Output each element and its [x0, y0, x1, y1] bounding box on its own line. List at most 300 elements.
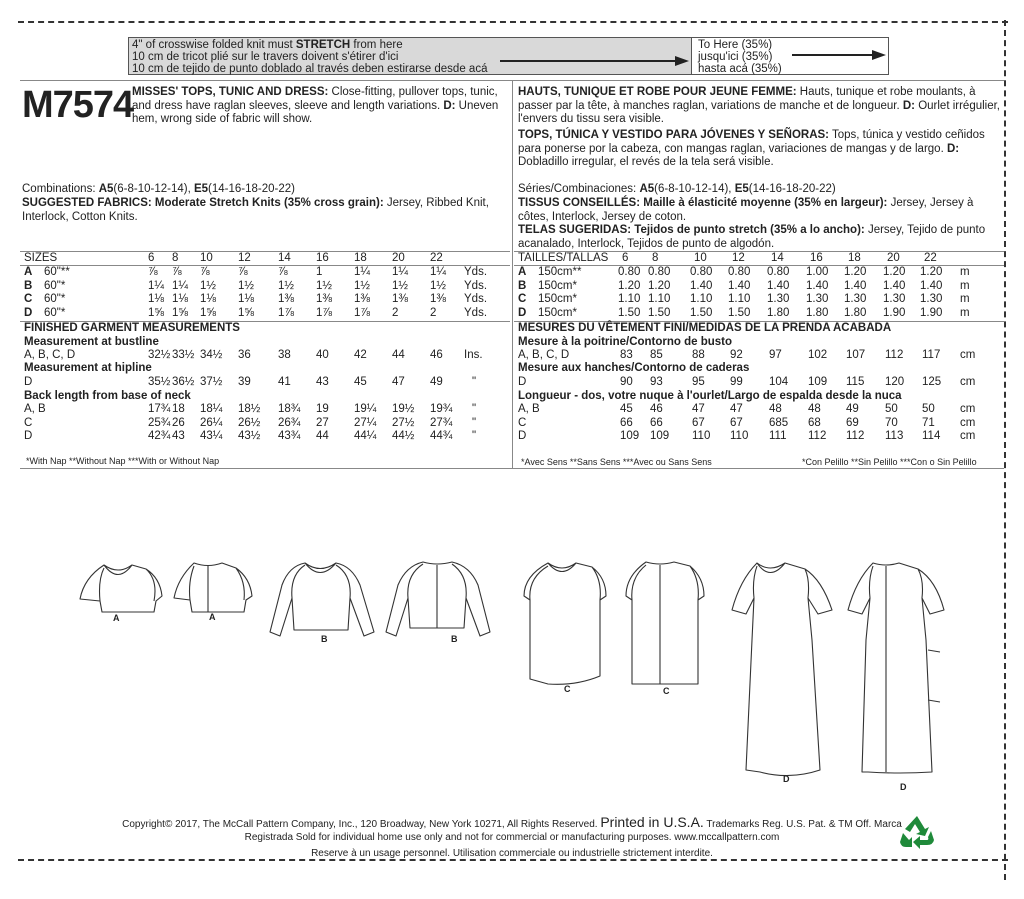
longueur-cell: 113	[885, 430, 904, 442]
longueur-cell: 71	[922, 416, 935, 429]
english-d-label: D:	[443, 99, 456, 112]
french-nap-note: *Avec Sens **Sans Sens ***Avec ou Sans Sens	[521, 457, 712, 467]
longueur-cell: 50	[922, 403, 935, 415]
yardage-width-C: 60"*	[44, 293, 66, 305]
yardage-unit-A: Yds.	[464, 266, 488, 278]
garment-label-a-back: A	[209, 612, 216, 622]
french-tissus	[518, 197, 1004, 224]
english-d-text: Uneven hem, wrong side of fabric will show.	[132, 99, 499, 126]
yardage-B-cell: 1½	[278, 279, 294, 292]
stretch-arrow-right-line	[792, 54, 872, 56]
longueur-cell: 67	[692, 416, 705, 429]
back-views: D	[24, 430, 33, 442]
metrage-cell: 0.80	[648, 266, 671, 278]
yardage-C-cell: 1⅛	[238, 293, 254, 305]
longueur-title: Longueur - dos, votre nuque à l'ourlet/Largo de espalda desde la nuca	[518, 390, 902, 402]
size-header-20: 20	[392, 252, 405, 264]
yardage-C-cell: 1⅜	[278, 293, 294, 305]
yardage-B-cell: 1½	[354, 279, 370, 292]
bust-cell: 34½	[200, 349, 223, 361]
garment-label-d-back: D	[900, 782, 907, 792]
size-header-18: 18	[354, 252, 367, 264]
garment-d-back	[848, 563, 944, 773]
back-cell: 18¾	[278, 403, 301, 415]
metrage-cell: 1.80	[844, 306, 867, 319]
yardage-D-cell: 1⅝	[148, 306, 164, 319]
size-header-8: 8	[172, 252, 179, 264]
yardage-B-cell: 1½	[430, 279, 446, 292]
garment-illustrations	[0, 540, 1024, 800]
hanches-cell: 115	[846, 376, 865, 388]
bust-title: Measurement at bustline	[24, 336, 159, 348]
combinations-label: Combinations:	[22, 183, 99, 195]
yardage-B-cell: 1¼	[148, 279, 164, 292]
metrage-cell: 1.30	[767, 293, 790, 305]
bust-cell: 46	[430, 349, 443, 361]
yardage-view-D: D	[24, 306, 33, 319]
es-title: TOPS, TÚNICA Y VESTIDO PARA JÓVENES Y SEÑORAS:	[518, 129, 829, 141]
tailles-header-label: TAILLES/TALLAS	[518, 252, 609, 264]
taille-header-10: 10	[694, 252, 707, 264]
metrage-view-C: C	[518, 293, 527, 305]
hanches-cell: 99	[730, 376, 743, 388]
footer-line-3: Reserve à un usage personnel. Utilisation commerciale ou industrielle strictement interdite.	[311, 848, 713, 859]
metrage-cell: 1.80	[767, 306, 790, 319]
yardage-B-cell: 1¼	[172, 279, 188, 292]
metrage-cell: 1.40	[767, 279, 790, 292]
poitrine-title: Mesure à la poitrine/Contorno de busto	[518, 336, 733, 348]
metrage-cell: 0.80	[618, 266, 641, 278]
bust-views: A, B, C, D	[24, 349, 76, 361]
yardage-A-cell: ⅞	[148, 266, 158, 278]
fr-title: HAUTS, TUNIQUE ET ROBE POUR JEUNE FEMME:	[518, 86, 797, 98]
yardage-unit-D: Yds.	[464, 306, 488, 319]
longueur-unit: cm	[960, 430, 976, 442]
longueur-cell: 109	[650, 430, 670, 442]
yardage-A-cell: ⅞	[278, 266, 288, 278]
size-header-10: 10	[200, 252, 213, 264]
series-e5: E5	[734, 183, 749, 195]
longueur-cell: 111	[769, 430, 787, 442]
sizes-header-label: SIZES	[24, 252, 58, 264]
garment-label-b-front: B	[321, 634, 328, 644]
hip-cell: 47	[392, 376, 405, 388]
yardage-C-cell: 1⅜	[430, 293, 446, 305]
metrage-cell: 1.20	[844, 266, 867, 278]
bust-cell: 42	[354, 349, 367, 361]
metrage-unit-D: m	[960, 306, 970, 319]
metrage-cell: 0.80	[728, 266, 751, 278]
garment-b-front	[270, 563, 374, 636]
longueur-views: D	[518, 430, 527, 442]
yardage-D-cell: 2	[430, 306, 437, 319]
garment-c-back	[626, 562, 704, 684]
back-cell: 43	[172, 430, 185, 442]
bust-cell: 33½	[172, 349, 195, 361]
to-here-en: To Here (35%)	[698, 39, 773, 51]
size-header-16: 16	[316, 252, 329, 264]
metrage-cell: 1.30	[844, 293, 867, 305]
yardage-view-A: A	[24, 266, 33, 278]
back-cell: 19¼	[354, 403, 377, 415]
size-header-12: 12	[238, 252, 251, 264]
back-cell: 19½	[392, 403, 415, 415]
taille-header-16: 16	[810, 252, 823, 264]
back-cell: 43½	[238, 430, 261, 442]
hip-title: Measurement at hipline	[24, 362, 152, 374]
poitrine-cell: 112	[885, 349, 904, 361]
poitrine-cell: 92	[730, 349, 743, 361]
stretch-line-es: 10 cm de tejido de punto doblado al través deben estirarse desde acá	[132, 63, 488, 75]
metrage-cell: 1.40	[690, 279, 713, 292]
metrage-cell: 1.50	[648, 306, 671, 319]
yardage-C-cell: 1⅜	[354, 293, 370, 305]
metrage-cell: 1.20	[648, 279, 671, 292]
longueur-cell: 46	[650, 403, 663, 415]
stretch-guide-text	[129, 38, 692, 74]
yardage-D-cell: 1⅝	[238, 306, 254, 319]
garment-label-a-front: A	[113, 613, 120, 623]
yardage-C-cell: 1⅛	[148, 293, 164, 305]
back-cell: 25¾	[148, 416, 171, 429]
longueur-unit: cm	[960, 416, 976, 429]
fr-d-text: Ourlet irrégulier, l'envers du tissu sera visible.	[518, 99, 1001, 126]
yardage-D-cell: 1⅝	[200, 306, 216, 319]
longueur-cell: 114	[922, 430, 941, 442]
table-bottom-rule	[20, 468, 1004, 469]
longueur-cell: 48	[808, 403, 821, 415]
english-title: MISSES' TOPS, TUNIC AND DRESS:	[132, 86, 329, 98]
back-cell: 18¼	[200, 403, 223, 415]
hip-cell: 43	[316, 376, 329, 388]
pattern-number: M7574	[22, 84, 134, 126]
metrage-width-C: 150cm*	[538, 293, 577, 305]
stretch-guide-to-here	[692, 38, 888, 74]
metrage-view-B: B	[518, 279, 527, 292]
metrage-view-A: A	[518, 266, 527, 278]
french-description	[518, 86, 1004, 127]
center-divider	[512, 80, 513, 468]
top-dashed-border	[18, 21, 1008, 23]
size-header-6: 6	[148, 252, 155, 264]
longueur-cell: 50	[885, 403, 898, 415]
yardage-C-cell: 1⅜	[316, 293, 332, 305]
english-combinations	[22, 183, 510, 197]
back-cell: 18½	[238, 403, 261, 415]
taille-header-6: 6	[622, 252, 629, 264]
longueur-cell: 110	[730, 430, 749, 442]
metrage-cell: 1.40	[728, 279, 751, 292]
metrage-width-A: 150cm**	[538, 266, 582, 278]
hanches-cell: 109	[808, 376, 828, 388]
metrage-cell: 1.40	[806, 279, 829, 292]
yardage-A-cell: ⅞	[200, 266, 210, 278]
combo-e5-sizes: (14-16-18-20-22)	[208, 183, 295, 195]
hanches-cell: 90	[620, 376, 633, 388]
yardage-A-cell: 1¼	[392, 266, 408, 278]
poitrine-cell: 83	[620, 349, 633, 361]
yardage-C-cell: 1⅜	[392, 293, 408, 305]
combo-a5: A5	[98, 183, 114, 195]
longueur-cell: 112	[846, 430, 865, 442]
size-header-22: 22	[430, 252, 443, 264]
yardage-A-cell: 1	[316, 266, 323, 278]
back-cell: 27	[316, 416, 329, 429]
yardage-A-cell: 1¼	[430, 266, 446, 278]
taille-header-14: 14	[771, 252, 784, 264]
english-nap-note: *With Nap **Without Nap ***With or Without Nap	[26, 456, 220, 466]
to-here-es: hasta acá (35%)	[698, 63, 782, 75]
stretch-arrow-left-line	[500, 60, 675, 62]
hanches-unit: cm	[960, 376, 976, 388]
english-desc-text: Close-fitting, pullover tops, tunic, and dress have raglan sleeves, sleeve and length variations.	[132, 86, 498, 112]
mesures-title: MESURES DU VÊTEMENT FINI/MEDIDAS DE LA PRENDA ACABADA	[518, 322, 892, 334]
back-cell: 26½	[238, 416, 261, 429]
spanish-description	[518, 129, 1004, 170]
metrage-cell: 1.20	[618, 279, 641, 292]
back-cell: 42¾	[148, 430, 171, 442]
longueur-cell: 47	[692, 403, 705, 415]
metrage-cell: 0.80	[767, 266, 790, 278]
poitrine-cell: 97	[769, 349, 782, 361]
yardage-D-cell: 1⅞	[278, 306, 294, 319]
back-views: C	[24, 416, 33, 429]
metrage-cell: 1.20	[920, 266, 943, 278]
series-label: Séries/Combinaciones:	[518, 183, 640, 195]
longueur-cell: 70	[885, 416, 898, 429]
yardage-B-cell: 1½	[200, 279, 216, 292]
combo-e5: E5	[193, 183, 209, 195]
back-cell: 44¾	[430, 430, 453, 442]
hip-cell: 45	[354, 376, 367, 388]
footer-line-2: Registrada Sold for individual home use only and not for commercial or manufacturing purposes. www.mccallpattern.com	[244, 832, 780, 843]
back-cell: 44	[316, 430, 329, 442]
metrage-unit-B: m	[960, 279, 970, 292]
yardage-C-cell: 1⅛	[172, 293, 188, 305]
poitrine-cell: 85	[650, 349, 663, 361]
metrage-cell: 1.40	[920, 279, 943, 292]
longueur-cell: 109	[620, 430, 640, 442]
metrage-cell: 1.10	[648, 293, 671, 305]
garment-d-front	[732, 563, 832, 776]
poitrine-unit: cm	[960, 349, 976, 361]
longueur-cell: 685	[769, 416, 789, 429]
finished-measurements-title: FINISHED GARMENT MEASUREMENTS	[24, 322, 240, 334]
taille-header-18: 18	[848, 252, 861, 264]
hanches-cell: 95	[692, 376, 705, 388]
longueur-cell: 68	[808, 416, 821, 429]
metrage-width-D: 150cm*	[538, 306, 577, 319]
yardage-D-cell: 2	[392, 306, 399, 319]
yardage-B-cell: 1½	[238, 279, 254, 292]
fr-text: Hauts, tunique et robe moulants, à passer par la tête, à manches raglan, variations de manche et de longueur.	[518, 86, 976, 112]
yardage-A-cell: 1¼	[354, 266, 370, 278]
bust-cell: 32½	[148, 349, 171, 361]
telas-label: TELAS SUGERIDAS: Tejidos de punto stretch (35% a lo ancho):	[518, 224, 865, 236]
yardage-width-D: 60"*	[44, 306, 66, 319]
hanches-cell: 104	[769, 376, 789, 388]
hip-unit: "	[472, 376, 477, 388]
metrage-unit-C: m	[960, 293, 970, 305]
yardage-C-cell: 1⅛	[200, 293, 216, 305]
longueur-cell: 110	[692, 430, 711, 442]
yardage-view-B: B	[24, 279, 33, 292]
longueur-cell: 69	[846, 416, 859, 429]
metrage-cell: 1.50	[690, 306, 713, 319]
es-d-label: D:	[946, 142, 960, 155]
metrage-cell: 1.50	[618, 306, 641, 319]
metrage-view-D: D	[518, 306, 527, 319]
hanches-cell: 125	[922, 376, 942, 388]
metrage-cell: 1.30	[920, 293, 943, 305]
back-cell: 44½	[392, 430, 415, 442]
stretch-arrow-right-head	[872, 50, 886, 60]
back-cell: 27¾	[430, 416, 453, 429]
longueur-cell: 45	[620, 403, 633, 415]
tissus-text: Jersey, Jersey à côtes, Interlock, Jersey de coton.	[518, 197, 974, 223]
metrage-cell: 1.40	[844, 279, 867, 292]
back-length-title: Back length from base of neck	[24, 390, 191, 402]
stretch-line-en: 4" of crosswise folded knit must STRETCH from here	[132, 39, 403, 51]
english-description	[132, 86, 508, 127]
back-cell: 26¾	[278, 416, 301, 429]
back-cell: 27½	[392, 416, 415, 429]
taille-header-8: 8	[652, 252, 659, 264]
back-cell: 17¾	[148, 403, 171, 415]
bust-cell: 44	[392, 349, 405, 361]
bust-cell: 40	[316, 349, 329, 361]
hanches-cell: 93	[650, 376, 663, 388]
metrage-cell: 1.30	[806, 293, 829, 305]
yardage-B-cell: 1½	[316, 279, 332, 292]
yardage-unit-B: Yds.	[464, 279, 488, 292]
yardage-width-A: 60"**	[44, 266, 70, 278]
yardage-view-C: C	[24, 293, 33, 305]
hip-cell: 41	[278, 376, 291, 388]
garment-a-back	[174, 563, 252, 612]
yardage-A-cell: ⅞	[172, 266, 182, 278]
spanish-nap-note: *Con Pelillo **Sin Pelillo ***Con o Sin Pelillo	[802, 457, 977, 467]
back-unit: "	[472, 416, 477, 429]
longueur-cell: 48	[769, 403, 782, 415]
longueur-cell: 66	[650, 416, 663, 429]
stretch-line-fr: 10 cm de tricot plié sur le travers doivent s'étirer d'ici	[132, 51, 399, 63]
longueur-unit: cm	[960, 403, 976, 415]
poitrine-cell: 88	[692, 349, 705, 361]
yardage-D-cell: 1⅞	[354, 306, 370, 319]
fr-d-label: D:	[902, 99, 915, 112]
garment-label-c-back: C	[663, 686, 670, 696]
combo-a5-sizes: (6-8-10-12-14),	[113, 183, 194, 195]
metrage-width-B: 150cm*	[538, 279, 577, 292]
size-header-14: 14	[278, 252, 291, 264]
longueur-views: C	[518, 416, 527, 429]
metrage-cell: 1.90	[920, 306, 943, 319]
series-e5-sizes: (14-16-18-20-22)	[748, 183, 836, 195]
yardage-D-cell: 1⅝	[172, 306, 188, 319]
back-cell: 43¼	[200, 430, 223, 442]
longueur-cell: 67	[730, 416, 743, 429]
tissus-label: TISSUS CONSEILLÉS: Maille à élasticité moyenne (35% en largeur):	[518, 197, 888, 209]
bust-cell: 38	[278, 349, 291, 361]
back-unit: "	[472, 403, 477, 415]
garment-label-b-back: B	[451, 634, 458, 644]
back-cell: 44¼	[354, 430, 377, 442]
es-d-text: Dobladillo irregular, el revés de la tela será visible.	[518, 156, 774, 169]
metrage-cell: 1.00	[806, 266, 829, 278]
poitrine-cell: 117	[922, 349, 941, 361]
yardage-D-cell: 1⅞	[316, 306, 332, 319]
hip-cell: 49	[430, 376, 443, 388]
hanches-views: D	[518, 376, 527, 388]
english-fabrics	[22, 197, 510, 224]
metrage-cell: 0.80	[690, 266, 713, 278]
garment-b-back	[386, 562, 490, 636]
hanches-title: Mesure aux hanches/Contorno de caderas	[518, 362, 750, 374]
metrage-cell: 1.30	[883, 293, 906, 305]
recycle-icon	[898, 814, 936, 850]
taille-header-20: 20	[887, 252, 900, 264]
back-cell: 19	[316, 403, 329, 415]
back-cell: 27¼	[354, 416, 377, 429]
bust-cell: 36	[238, 349, 251, 361]
hip-cell: 35½	[148, 376, 171, 388]
stretch-arrow-left-head	[675, 56, 689, 66]
hip-cell: 36½	[172, 376, 195, 388]
stretch-guide	[128, 37, 889, 75]
hanches-cell: 120	[885, 376, 905, 388]
footer-printed: Printed in U.S.A.	[600, 814, 704, 830]
series-a5-sizes: (6-8-10-12-14),	[654, 183, 735, 195]
metrage-unit-A: m	[960, 266, 970, 278]
back-cell: 26¼	[200, 416, 223, 429]
fabrics-text: Jersey, Ribbed Knit, Interlock, Cotton Knits.	[22, 197, 489, 223]
es-text: Tops, túnica y vestido ceñidos para ponerse por la cabeza, con mangas raglan, variaciones de mangas y de largo.	[518, 129, 985, 155]
garment-label-c-front: C	[564, 684, 571, 694]
garment-a-front	[80, 565, 162, 612]
yardage-B-cell: 1½	[392, 279, 408, 292]
hip-cell: 39	[238, 376, 251, 388]
poitrine-cell: 102	[808, 349, 828, 361]
longueur-cell: 47	[730, 403, 743, 415]
metrage-cell: 1.90	[883, 306, 906, 319]
poitrine-views: A, B, C, D	[518, 349, 570, 361]
back-cell: 43¾	[278, 430, 301, 442]
metrage-cell: 1.20	[883, 266, 906, 278]
taille-header-22: 22	[924, 252, 937, 264]
back-cell: 18	[172, 403, 185, 415]
yardage-A-cell: ⅞	[238, 266, 248, 278]
poitrine-cell: 107	[846, 349, 866, 361]
footer-copyright: Copyright© 2017, The McCall Pattern Company, Inc., 120 Broadway, New York 10271, All Rights Reserved.	[122, 819, 601, 830]
yardage-width-B: 60"*	[44, 279, 66, 292]
metrage-cell: 1.50	[728, 306, 751, 319]
fabrics-label: SUGGESTED FABRICS: Moderate Stretch Knits (35% cross grain):	[22, 197, 384, 209]
footer-trademark: Trademarks Reg. U.S. Pat. & TM Off. Marca	[703, 819, 902, 830]
yardage-unit-C: Yds.	[464, 293, 488, 305]
back-cell: 26	[172, 416, 185, 429]
bust-unit: Ins.	[464, 349, 483, 361]
garment-label-d-front: D	[783, 774, 790, 784]
longueur-cell: 66	[620, 416, 633, 429]
to-here-fr: jusqu'ici (35%)	[698, 51, 773, 63]
longueur-cell: 49	[846, 403, 859, 415]
taille-header-12: 12	[732, 252, 745, 264]
spanish-telas	[518, 224, 1004, 251]
back-views: A, B	[24, 403, 46, 415]
metrage-cell: 1.10	[728, 293, 751, 305]
back-cell: 19¾	[430, 403, 453, 415]
